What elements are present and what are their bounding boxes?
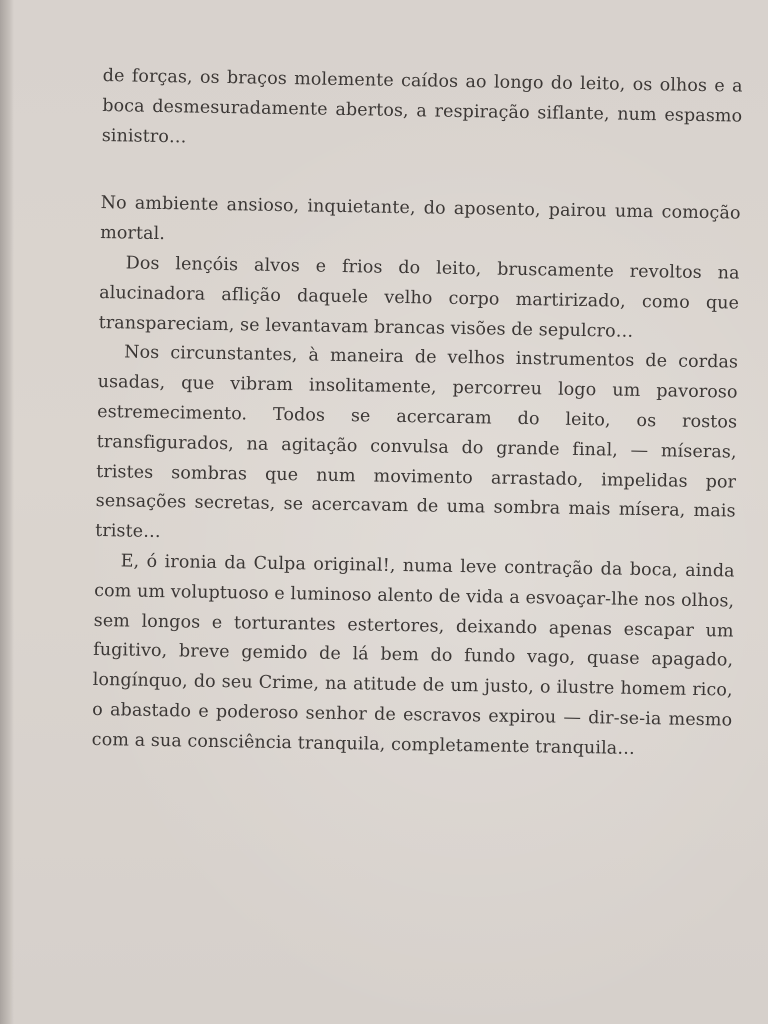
page-text — [92, 62, 743, 766]
page-gutter-shadow — [0, 0, 14, 1024]
paragraph-circunstantes: Nos circunstantes, à maneira de velhos instrumentos de cordas usadas, que vibram insolitamente, percorreu logo um pavoroso estremecimento. Todos se acercaram do leito, os rostos transfigurados, na agitação convulsa do grande final, — míseras, tristes sombras que num movimento arrastado, impelidas por sensações secretas, se acercavam de uma sombra mais mísera, mais triste… — [95, 342, 739, 543]
paragraph-ambiente: No ambiente ansioso, inquietante, do aposento, pairou uma comoção mortal. — [99, 193, 741, 245]
paragraph-ironia: E, ó ironia da Culpa original!, numa leve contração da boca, ainda com um voluptuoso e luminoso alento de vida a esvoaçar-lhe nos olhos, sem longos e torturantes estertores, deixando apenas escapar um fugitivo, breve gemido de lá bem do fundo vago, quase apagado, longínquo, do seu Crime, na atitude de um justo, o ilustre homem rico, o abastado e poderoso senhor de escravos expirou — dir-se-ia mesmo com a sua consciência tranquila, completamente tranquila… — [91, 551, 735, 759]
paragraph-continuation: de forças, os braços molemente caídos ao longo do leito, os olhos e a boca desmesuradamente abertos, a respiração siflante, num espasmo sinistro… — [101, 65, 743, 147]
paragraph-lencois: Dos lençóis alvos e frios do leito, bruscamente revoltos na alucinadora aflição daquele velho corpo martirizado, como que transpareciam, se levantavam brancas visões de sepulcro… — [98, 253, 740, 342]
